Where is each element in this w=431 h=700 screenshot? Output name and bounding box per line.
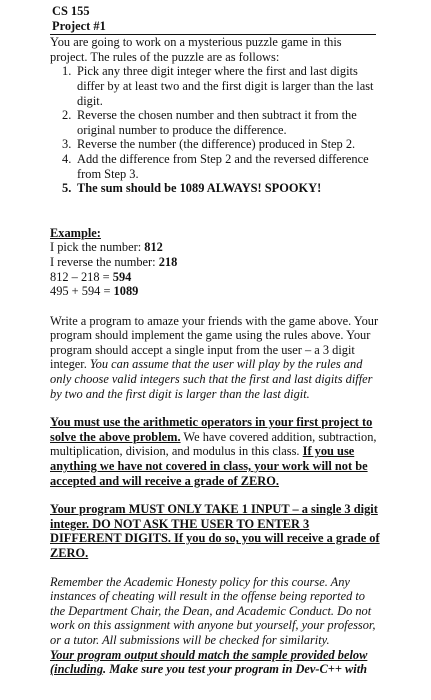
intro-paragraph: You are going to work on a mysterious puzzle game in this project. The rules of the puzzle are as follows: (50, 35, 342, 64)
step-text: Reverse the number (the difference) produced in Step 2. (77, 137, 356, 152)
step-number: 1. (62, 64, 72, 79)
step-number: 3. (62, 137, 72, 152)
step-text: Add the difference from Step 2 and the reversed difference from Step 3. (77, 151, 369, 181)
rule-step (50, 152, 382, 181)
step-number: 4. (62, 151, 72, 166)
step-number: 5. (62, 181, 72, 196)
example-section (50, 226, 382, 299)
example-heading: Example: (50, 225, 101, 240)
rule-step (50, 108, 382, 137)
example-value: 218 (158, 254, 178, 269)
zero-grade-warning: If you use anything we have not covered in class, your work will not be accepted and will receive a grade of ZERO. (50, 444, 368, 488)
task-paragraph: Write a program to amaze your friends with the game above. Your program should implement the game using the rules above. Your program should accept a single input from the user – a 3 digit integer. You can assume that the user will play by the rules and only choose valid integers such that the first and last digits differ by two and the first digit is larger than the last digit. (50, 313, 379, 401)
example-value: 812 (144, 240, 163, 255)
operators-requirement: You must use the arithmetic operators in your first project to solve the above problem. (50, 415, 373, 444)
example-line: 495 + 594 = 1089 (50, 284, 139, 299)
rule-step (50, 64, 382, 108)
example-line: I pick the number: 812 (50, 240, 163, 255)
rule-step (50, 137, 382, 152)
example-line: 812 – 218 = 594 (50, 269, 132, 284)
task-assumption: You can assume that the user will play by the rules and only choose valid integers such that the first and last digits differ by two and the first digit is larger than the last digit. (50, 357, 373, 401)
example-line: I reverse the number: 218 (50, 254, 178, 269)
example-value: 594 (112, 269, 132, 284)
project-title: Project #1 (52, 18, 106, 33)
academic-honesty-paragraph: Remember the Academic Honesty policy for this course. Any instances of cheating will result in the offense being reported to the Department Chair, the Dean, and Academic Conduct. Do not work on this assignment with anyone but yourself, your professor, or a tutor. All submissions will be checked for similarity. (50, 574, 376, 647)
operators-paragraph: You must use the arithmetic operators in your first project to solve the above problem. We have covered addition, subtraction, multiplication, division, and modulus in this class. If you use anything we have not covered in class, your work will not be accepted and will receive a grade of ZERO. (50, 415, 377, 488)
output-rule-paragraph: Your program output should match the sample provided below (including. Make sure you test your program in Dev-C++ with (50, 647, 368, 677)
step-number: 2. (62, 108, 72, 123)
example-value: 1089 (113, 284, 139, 299)
single-input-rule: Your program MUST ONLY TAKE 1 INPUT – a single 3 digit integer. DO NOT ASK THE USER TO ENTER 3 DIFFERENT DIGITS. If you do so, you will receive a grade of ZERO. (50, 502, 380, 560)
rule-step (50, 181, 382, 196)
step-text: The sum should be 1089 ALWAYS! SPOOKY! (77, 181, 322, 196)
step-text: Pick any three digit integer where the first and last digits differ by at least two and the first digit is larger than the last digit. (77, 64, 374, 108)
intro-section (50, 35, 382, 677)
rules-list (50, 64, 382, 195)
step-text: Reverse the chosen number and then subtract it from the original number to produce the difference. (77, 108, 357, 137)
course-title: CS 155 (52, 4, 90, 18)
